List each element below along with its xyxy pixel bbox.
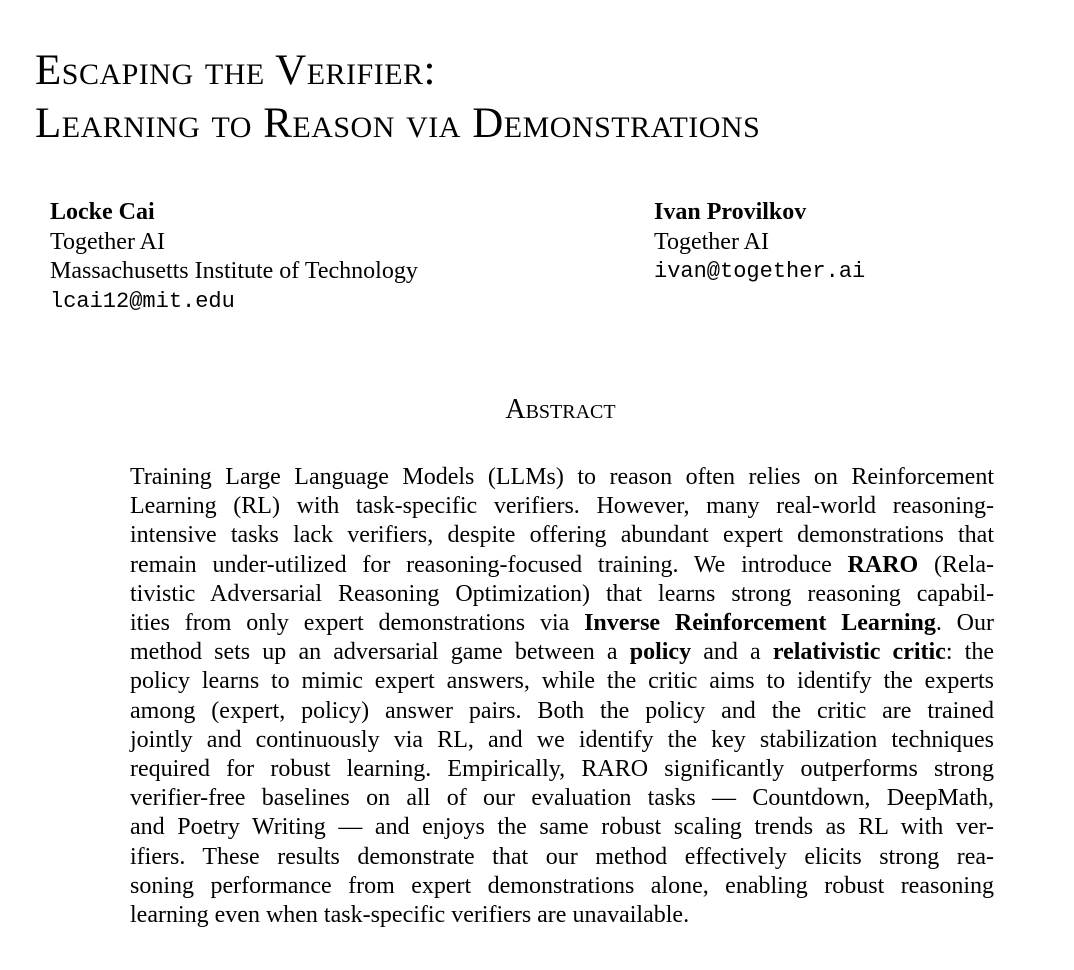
author-email[interactable]: lcai12@mit.edu <box>50 288 235 314</box>
author-name: Ivan Provilkov <box>654 199 807 225</box>
author-block-locke-cai <box>50 198 418 316</box>
abstract-line: remain under-utilized for reasoning-focused training. We introduce RARO (Rela- <box>130 551 994 578</box>
abstract-line: ifiers. These results demonstrate that our method effectively elicits strong rea- <box>130 843 994 870</box>
abstract-line: ities from only expert demonstrations via Inverse Reinforcement Learning. Our <box>130 610 995 637</box>
paper-title-line-1: Escaping the Verifier: <box>35 47 437 94</box>
policy-term: policy <box>629 639 692 666</box>
author-email[interactable]: ivan@together.ai <box>654 259 866 284</box>
irl-term: Inverse Reinforcement Learning <box>584 610 936 637</box>
critic-term: relativistic critic <box>772 639 946 666</box>
abstract-body <box>130 463 994 930</box>
abstract-line: among (expert, policy) answer pairs. Both the policy and the critic are trained <box>130 697 994 724</box>
abstract-heading: Abstract <box>505 394 616 425</box>
abstract-line: tivistic Adversarial Reasoning Optimization) that learns strong reasoning capabil- <box>130 580 994 607</box>
abstract-line: jointly and continuously via RL, and we identify the key stabilization techniques <box>130 726 994 753</box>
abstract-line: verifier-free baselines on all of our evaluation tasks — Countdown, DeepMath, <box>130 785 994 812</box>
paper-title-line-2: Learning to Reason via Demonstrations <box>35 100 761 147</box>
paper-title <box>35 44 760 150</box>
author-block-ivan-provilkov <box>654 198 865 287</box>
abstract-line: Learning (RL) with task-specific verifiers. However, many real-world reasoning- <box>130 493 994 520</box>
abstract-line: required for robust learning. Empirically, RARO significantly outperforms strong <box>130 756 994 783</box>
abstract-line: soning performance from expert demonstrations alone, enabling robust reasoning <box>130 872 994 899</box>
abstract-line: policy learns to mimic expert answers, while the critic aims to identify the experts <box>130 668 994 695</box>
abstract-line: method sets up an adversarial game between a policy and a relativistic critic: the <box>130 639 994 666</box>
raro-term: RARO <box>847 551 919 578</box>
abstract-line: and Poetry Writing — and enjoys the same robust scaling trends as RL with ver- <box>130 814 994 841</box>
abstract-line: intensive tasks lack verifiers, despite offering abundant expert demonstrations that <box>130 522 994 549</box>
author-affiliation: Together AI <box>50 228 165 255</box>
author-affiliation: Together AI <box>654 228 769 255</box>
author-affiliation: Massachusetts Institute of Technology <box>50 258 418 284</box>
abstract-line: Training Large Language Models (LLMs) to reason often relies on Reinforcement <box>130 464 994 490</box>
abstract-line: learning even when task-specific verifiers are unavailable. <box>130 902 690 929</box>
author-name: Locke Cai <box>50 199 155 225</box>
